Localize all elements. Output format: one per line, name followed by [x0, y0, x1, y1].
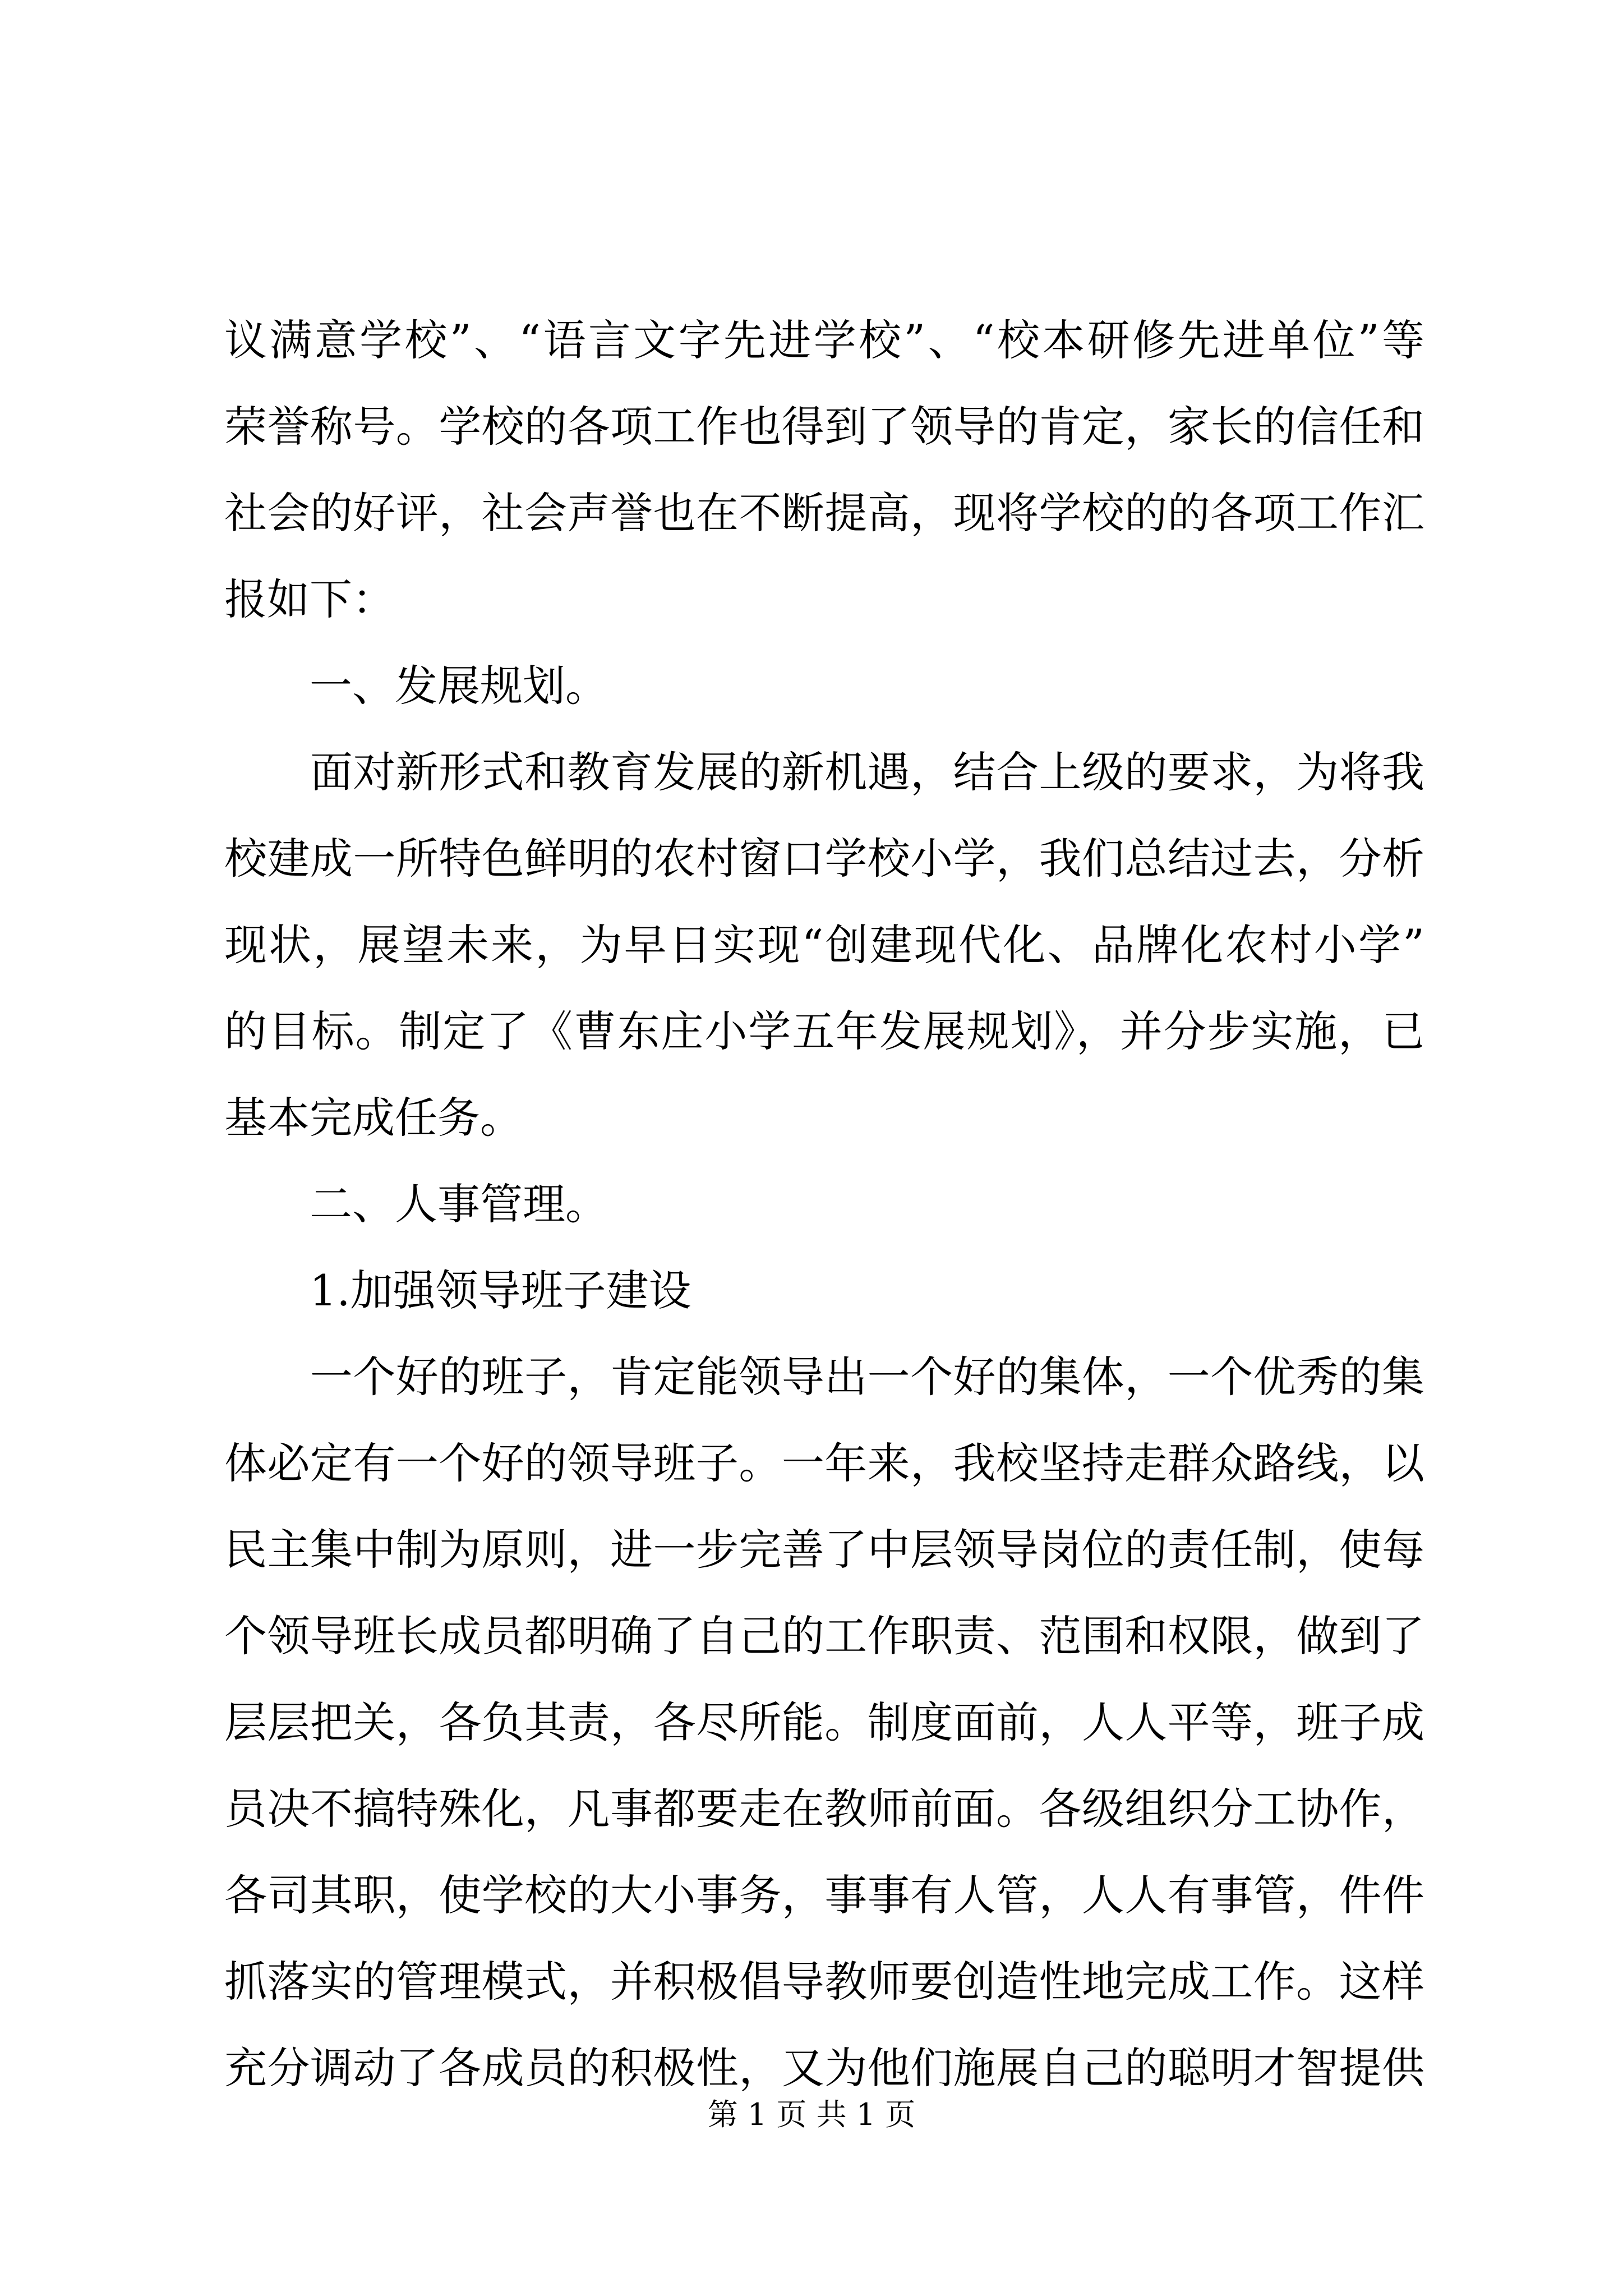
text-line: 抓落实的管理模式，并积极倡导教师要创造性地完成工作。这样 — [224, 1957, 1424, 2007]
page-footer: 第 1 页 共 1 页 — [707, 2097, 916, 2132]
section-heading: 一、发展规划。 — [224, 661, 608, 711]
text-line: 面对新形式和教育发展的新机遇，结合上级的要求，为将我 — [224, 747, 1424, 797]
text-line: 员决不搞特殊化，凡事都要走在教师前面。各级组织分工协作， — [224, 1784, 1424, 1834]
text-line: 民主集中制为原则，进一步完善了中层领导岗位的责任制，使每 — [224, 1525, 1424, 1575]
subsection-heading: 1.加强领导班子建设 — [224, 1266, 691, 1315]
section-heading: 二、人事管理。 — [224, 1179, 608, 1229]
text-line: 校建成一所特色鲜明的农村窗口学校小学，我们总结过去，分析 — [224, 834, 1424, 884]
document-body — [224, 297, 1424, 2111]
text-line: 基本完成任务。 — [224, 1093, 523, 1143]
text-line: 现状，展望未来，为早日实现“创建现代化、品牌化农村小学” — [224, 920, 1424, 970]
text-line: 各司其职，使学校的大小事务，事事有人管，人人有事管，件件 — [224, 1870, 1424, 1920]
text-line: 的目标。制定了《曹东庄小学五年发展规划》，并分步实施，已 — [224, 1006, 1424, 1056]
text-line: 荣誉称号。学校的各项工作也得到了领导的肯定，家长的信任和 — [224, 402, 1424, 452]
text-line: 层层把关，各负其责，各尽所能。制度面前，人人平等，班子成 — [224, 1697, 1424, 1747]
text-line: 充分调动了各成员的积极性，又为他们施展自己的聪明才智提供 — [224, 2043, 1424, 2093]
text-line: 一个好的班子，肯定能领导出一个好的集体，一个优秀的集 — [224, 1352, 1424, 1402]
text-line: 社会的好评，社会声誉也在不断提高，现将学校的的各项工作汇 — [224, 488, 1424, 538]
text-line: 体必定有一个好的领导班子。一年来，我校坚持走群众路线，以 — [224, 1438, 1424, 1488]
text-line: 报如下： — [224, 574, 395, 624]
text-line: 议满意学校”、“语言文字先进学校”、“校本研修先进单位”等 — [224, 315, 1424, 365]
text-line: 个领导班长成员都明确了自己的工作职责、范围和权限，做到了 — [224, 1611, 1424, 1661]
